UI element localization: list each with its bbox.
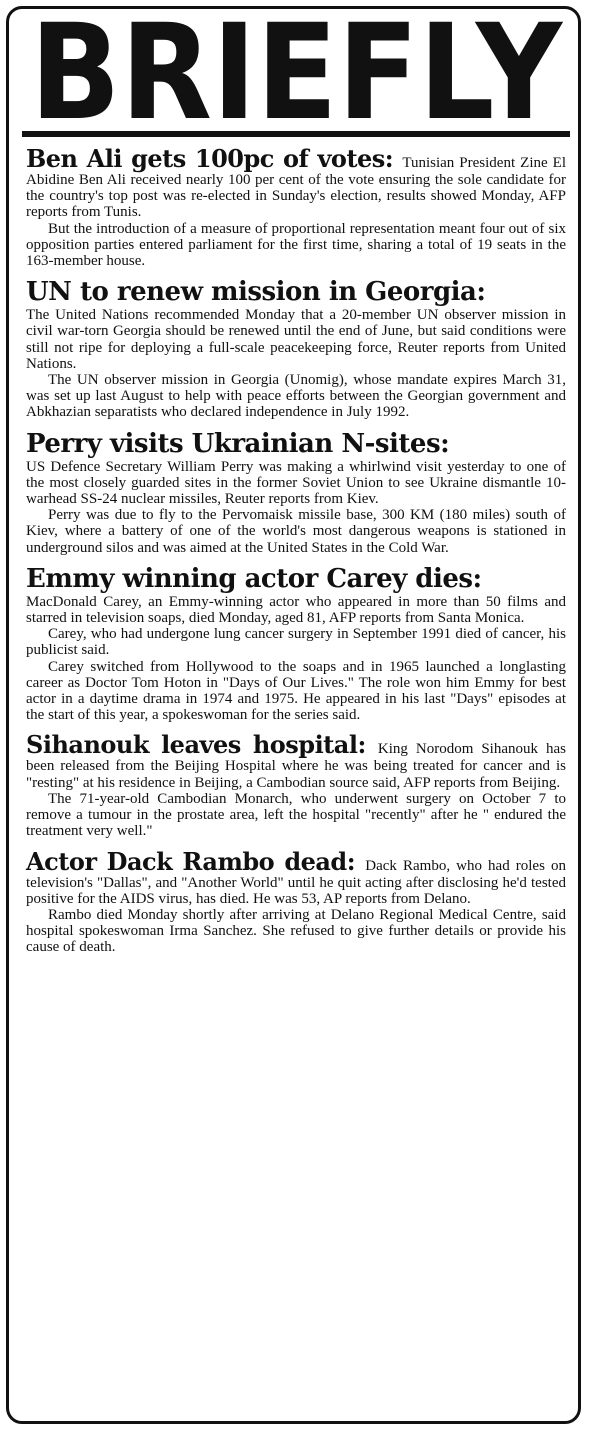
story-carey <box>26 565 566 724</box>
story-un-georgia <box>26 278 566 420</box>
story-ben-ali <box>26 146 566 269</box>
masthead-logo <box>26 10 566 128</box>
story-paragraph: Rambo died Monday shortly after arriving at Delano Regional Medical Centre, said hospital spokeswoman Irma Sanchez. She refused to give further details or provide his cause of death. <box>26 906 566 956</box>
headline: UN to renew mission in Georgia: <box>26 277 486 308</box>
story-paragraph: But the introduction of a measure of proportional representation meant four out of six opposition parties entered parliament for the first time, sharing a total of 19 seats in the 163-member house. <box>26 220 566 270</box>
story-paragraph: Perry was due to fly to the Pervomaisk missile base, 300 KM (180 miles) south of Kiev, where a battery of one of the world's most dangerous weapons is stationed in underground silos and was aimed at the United States in the Cold War. <box>26 507 566 556</box>
story-sihanouk <box>26 732 566 839</box>
story-paragraph: Dack Rambo, who had roles on television's "Dallas", and "Another World" until he quit acting after disclosing he'd tested positive for the AIDS virus, has died. He was 53, AP reports from Delano. <box>26 857 566 907</box>
story-paragraph: Carey, who had undergone lung cancer surgery in September 1991 died of cancer, his publicist said. <box>26 626 566 659</box>
headline: Perry visits Ukrainian N-sites: <box>26 428 450 459</box>
story-paragraph: The UN observer mission in Georgia (Unomig), whose mandate expires March 31, was set up last August to help with peace efforts between the Georgian government and Abkhazian separatists who declared independence in July 1992. <box>26 372 566 421</box>
story-paragraph: The 71-year-old Cambodian Monarch, who underwent surgery on October 7 to remove a tumour in the prostate area, left the hospital "recently" after he " endured the treatment very well." <box>26 790 566 840</box>
story-paragraph: The United Nations recommended Monday that a 20-member UN observer mission in civil war-torn Georgia should be renewed until the end of June, but said conditions were still not ripe for deploying a full-scale peacekeeping force, Reuter reports from United Nations. <box>26 307 566 372</box>
headline: Sihanouk leaves hospital: <box>26 730 378 760</box>
headline: Actor Dack Rambo dead: <box>26 846 366 876</box>
headline: Emmy winning actor Carey dies: <box>26 563 482 594</box>
story-perry <box>26 430 566 556</box>
headline: Ben Ali gets 100pc of votes: <box>26 144 403 173</box>
masthead <box>26 10 566 128</box>
story-paragraph: Tunisian President Zine El Abidine Ben Ali received nearly 100 per cent of the vote ensuring the sole candidate for the country's top post was re-elected in Sunday's election, results showed Monday, AFP reports from Tunis. <box>26 155 566 221</box>
masthead-title: BRIEFLY <box>30 10 564 128</box>
story-paragraph: MacDonald Carey, an Emmy-winning actor who appeared in more than 50 films and starred in television soaps, died Monday, aged 81, AFP reports from Santa Monica. <box>26 593 566 627</box>
stories <box>26 146 566 965</box>
story-paragraph: Carey switched from Hollywood to the soaps and in 1965 launched a longlasting career as Doctor Tom Hoton in "Days of Our Lives." The role won him Emmy for best actor in a daytime drama in 1974 and 1975. He appeared in his last "Days" episodes at the start of this year, a spokeswoman for the series said. <box>26 658 566 724</box>
story-rambo <box>26 846 566 956</box>
masthead-rule <box>22 131 570 137</box>
story-paragraph: King Norodom Sihanouk has been released from the Beijing Hospital where he was being treated for cancer and is "resting" at his residence in Beijing, a Cambodian source said, AFP reports from Beijing. <box>26 741 566 791</box>
story-paragraph: US Defence Secretary William Perry was making a whirlwind visit yesterday to one of the most closely guarded sites in the former Soviet Union to see Ukraine dismantle 10-warhead SS-24 nuclear missiles, Reuter reports from Kiev. <box>26 458 566 508</box>
